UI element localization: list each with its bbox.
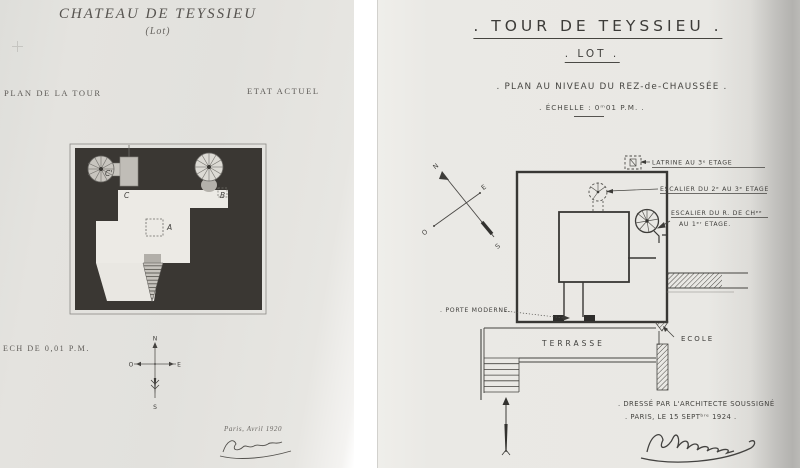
label-turret-b: B — [220, 191, 226, 200]
label-stair-rdc-1: ESCALIER DU R. DE CHᵉᵉ — [671, 210, 763, 217]
compass-west-label: O — [420, 227, 430, 238]
ecole-wall-hatch — [657, 344, 668, 390]
north-arrow-icon — [153, 342, 158, 348]
label-stair-rdc-2: AU 1ᵉʳ ETAGE. — [679, 221, 731, 228]
architect-signature — [633, 420, 783, 465]
compass-rose — [127, 336, 183, 412]
label-porte-moderne: . PORTE MODERNE. — [440, 307, 511, 314]
credit-line-1: . DRESSÉ PAR L'ARCHITECTE SOUSSIGNÉ — [618, 400, 775, 408]
label-turret-c-prime: C' — [105, 169, 113, 178]
west-arrow-icon — [136, 362, 141, 366]
sheet-subtitle: (Lot) — [145, 26, 171, 37]
tower-plan-drawing — [55, 138, 275, 318]
tower-walls — [517, 172, 667, 322]
compass-east-label: E — [177, 361, 181, 369]
compass-south-label: S — [493, 241, 502, 251]
scale-label: ECH DE 0,01 P.M. — [3, 344, 90, 353]
compass-west-label: O — [128, 361, 134, 369]
east-arrow-icon — [169, 362, 174, 366]
corner-detail — [655, 322, 674, 337]
ground-floor-plan-drawing — [378, 0, 800, 468]
plan-title: . PLAN AU NIVEAU DU REZ-de-CHAUSSÉE . — [496, 82, 728, 92]
door-threshold — [584, 315, 595, 321]
plan-label: PLAN DE LA TOUR — [4, 88, 102, 98]
sheet-title: CHATEAU DE TEYSSIEU — [58, 6, 258, 22]
compass-rose — [420, 162, 502, 251]
sheet-title: . TOUR DE TEYSSIEU . — [473, 17, 722, 39]
stair-well — [144, 254, 161, 263]
label-room-a: A — [167, 223, 173, 232]
label-terrasse: TERRASSE — [542, 339, 605, 348]
compass-east-label: E — [479, 183, 488, 192]
scale-label: . ÉCHELLE : 0ᵐ01 P.M. . — [539, 103, 645, 112]
right-sheet — [377, 0, 800, 468]
compass-feather — [482, 222, 492, 234]
architect-signature — [215, 432, 305, 460]
place-date: Paris, Avril 1920 — [224, 425, 283, 433]
terrace-stairs — [484, 358, 519, 392]
label-stair-2-3: ESCALIER DU 2ᵉ AU 3ᵉ ETAGE — [660, 186, 770, 193]
label-latrine: LATRINE AU 3ᵉ ETAGE — [652, 159, 733, 167]
north-arrow-icon — [439, 171, 449, 180]
compass-north-label: N — [431, 161, 441, 172]
stair-direction-arrow — [502, 397, 510, 455]
region-label: . LOT . — [565, 48, 620, 63]
compass-feather — [154, 378, 156, 394]
status-label: ETAT ACTUEL — [247, 86, 320, 96]
label-ecole: ECOLE — [681, 335, 715, 343]
latrine-outline — [625, 156, 641, 169]
compass-south-label: S — [153, 404, 157, 411]
compass-north-label: N — [152, 336, 158, 343]
party-wall-hatch — [667, 273, 748, 292]
registration-mark — [17, 41, 18, 52]
label-room-c: C — [124, 191, 130, 200]
credit-line-2: . PARIS, LE 15 SEPTᵇʳᵉ 1924 . — [625, 413, 737, 421]
left-sheet — [0, 0, 354, 468]
upper-stair-dashed — [589, 183, 607, 211]
